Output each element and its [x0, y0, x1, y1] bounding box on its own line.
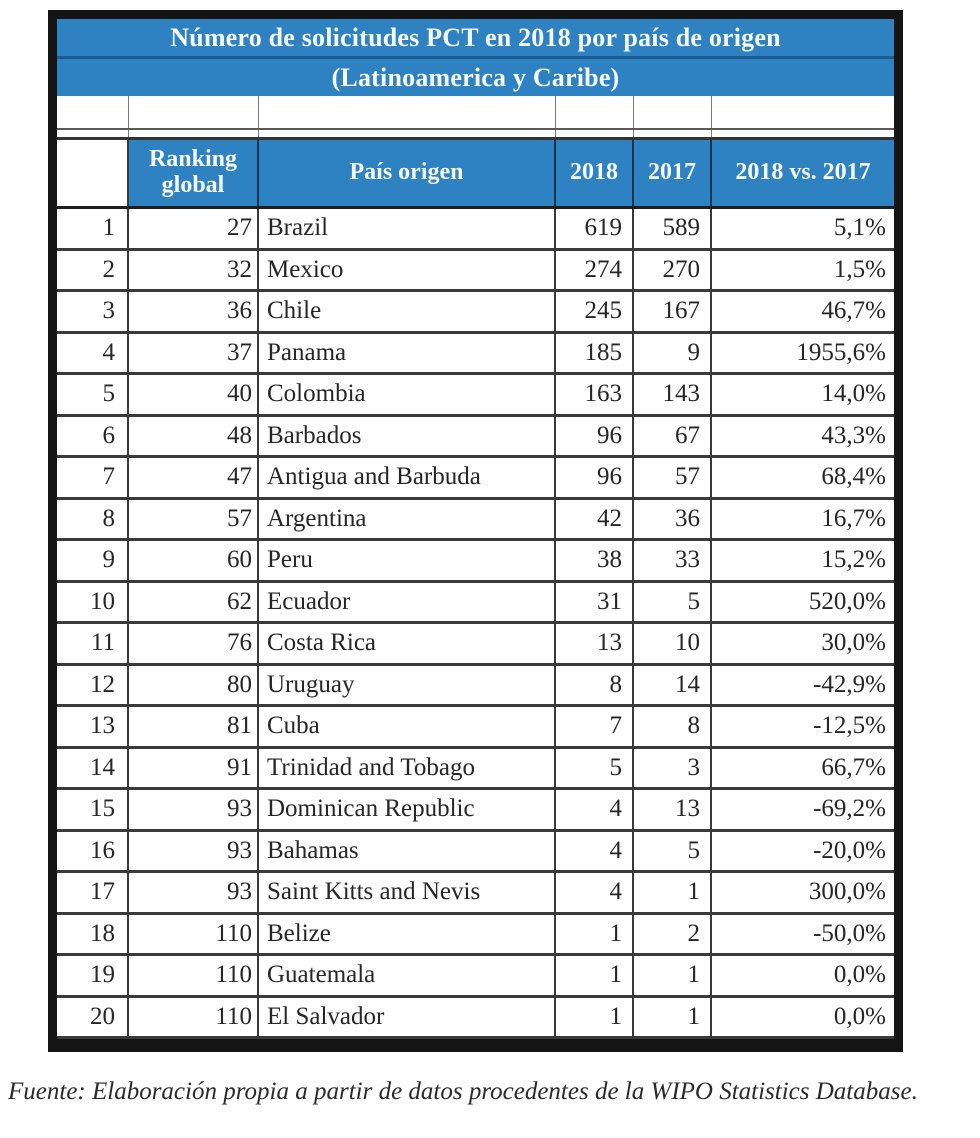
row-number-cell: 15 — [57, 790, 129, 829]
country-cell: Cuba — [259, 707, 556, 746]
value-2017-cell: 270 — [634, 251, 712, 290]
value-2018-cell: 274 — [556, 251, 634, 290]
row-number-cell: 20 — [57, 998, 129, 1037]
value-2017-cell: 13 — [634, 790, 712, 829]
country-cell: Colombia — [259, 375, 556, 414]
table-row — [57, 251, 894, 293]
value-2017-cell: 1 — [634, 998, 712, 1037]
value-2017-cell: 5 — [634, 832, 712, 871]
country-cell: Uruguay — [259, 666, 556, 705]
table-title-line2: (Latinoamerica y Caribe) — [331, 63, 620, 92]
blank-cell — [129, 96, 259, 128]
country-cell: Belize — [259, 915, 556, 954]
table-row — [57, 458, 894, 500]
pct-change-cell: -42,9% — [813, 670, 886, 698]
value-2017-cell: 57 — [634, 458, 712, 497]
pct-change-cell: 0,0% — [833, 961, 886, 988]
header-2018-vs-2017: 2018 vs. 2017 — [712, 140, 894, 206]
pct-change-cell: 15,2% — [821, 546, 886, 573]
table-row — [57, 873, 894, 915]
country-cell: Dominican Republic — [259, 790, 556, 829]
blank-cell — [712, 96, 894, 128]
table-row — [57, 417, 894, 459]
table-row — [57, 666, 894, 708]
header-2018: 2018 — [556, 140, 634, 206]
ranking-global-cell: 76 — [129, 624, 259, 663]
value-2018-cell: 31 — [556, 583, 634, 622]
blank-cell — [57, 96, 129, 128]
value-2018-cell: 4 — [556, 790, 634, 829]
value-2018-cell: 185 — [556, 334, 634, 373]
blank-cell — [129, 130, 259, 137]
country-cell: Argentina — [259, 500, 556, 539]
pct-change-cell: 300,0% — [808, 878, 886, 905]
blank-cell — [259, 96, 556, 128]
country-cell: Mexico — [259, 251, 556, 290]
pct-change-cell: -12,5% — [813, 712, 886, 739]
pct-applications-table — [48, 10, 903, 1052]
country-cell: Saint Kitts and Nevis — [259, 873, 556, 912]
ranking-global-cell: 93 — [129, 790, 259, 829]
value-2018-cell: 4 — [556, 832, 634, 871]
row-number-cell: 10 — [57, 583, 129, 622]
table-row — [57, 583, 894, 625]
value-2018-cell: 1 — [556, 998, 634, 1037]
ranking-global-cell: 37 — [129, 334, 259, 373]
pct-change-cell: 43,3% — [821, 421, 886, 449]
row-number-cell: 6 — [57, 417, 129, 456]
value-2018-cell: 13 — [556, 624, 634, 663]
value-2018-cell: 38 — [556, 541, 634, 580]
table-row — [57, 209, 894, 251]
value-2018-cell: 42 — [556, 500, 634, 539]
ranking-global-cell: 60 — [129, 541, 259, 580]
country-cell: Panama — [259, 334, 556, 373]
header-pais-origen: País origen — [259, 140, 556, 206]
row-number-cell: 5 — [57, 375, 129, 414]
value-2018-cell: 163 — [556, 375, 634, 414]
row-number-cell: 3 — [57, 292, 129, 331]
value-2018-cell: 1 — [556, 956, 634, 995]
value-2017-cell: 5 — [634, 583, 712, 622]
row-number-cell: 18 — [57, 915, 129, 954]
table-body — [57, 209, 894, 1039]
country-cell: Antigua and Barbuda — [259, 458, 556, 497]
table-row — [57, 500, 894, 542]
ranking-global-cell: 110 — [129, 915, 259, 954]
table-row — [57, 375, 894, 417]
country-cell: Costa Rica — [259, 624, 556, 663]
table-row — [57, 998, 894, 1040]
ranking-global-cell: 47 — [129, 458, 259, 497]
table-row — [57, 541, 894, 583]
country-cell: Brazil — [259, 209, 556, 248]
pct-change-cell: 30,0% — [821, 629, 886, 656]
blank-row — [57, 96, 894, 130]
value-2018-cell: 619 — [556, 209, 634, 248]
value-2018-cell: 245 — [556, 292, 634, 331]
ranking-global-cell: 93 — [129, 873, 259, 912]
country-cell: Peru — [259, 541, 556, 580]
value-2017-cell: 9 — [634, 334, 712, 373]
pct-change-cell: 0,0% — [833, 1002, 886, 1030]
row-number-cell: 12 — [57, 666, 129, 705]
ranking-global-cell: 32 — [129, 251, 259, 290]
country-cell: El Salvador — [259, 998, 556, 1037]
source-note: Fuente: Elaboración propia a partir de datos procedentes de la WIPO Statistics Database. — [8, 1078, 918, 1105]
pct-change-cell: 1955,6% — [796, 338, 886, 366]
header-corner-cell — [57, 140, 129, 206]
row-number-cell: 4 — [57, 334, 129, 373]
pct-change-cell: 14,0% — [821, 380, 886, 407]
row-number-cell: 13 — [57, 707, 129, 746]
table-row — [57, 292, 894, 334]
header-2017: 2017 — [634, 140, 712, 206]
pct-change-cell: -50,0% — [813, 919, 886, 947]
ranking-global-cell: 110 — [129, 998, 259, 1037]
value-2017-cell: 1 — [634, 956, 712, 995]
country-cell: Bahamas — [259, 832, 556, 871]
country-cell: Barbados — [259, 417, 556, 456]
row-number-cell: 1 — [57, 209, 129, 248]
value-2018-cell: 7 — [556, 707, 634, 746]
blank-cell — [57, 130, 129, 137]
value-2018-cell: 96 — [556, 458, 634, 497]
blank-cell — [259, 130, 556, 137]
pct-change-cell: 16,7% — [821, 504, 886, 532]
pct-change-cell: 520,0% — [808, 587, 886, 615]
pct-change-cell: 1,5% — [833, 255, 886, 283]
row-number-cell: 11 — [57, 624, 129, 663]
ranking-global-cell: 80 — [129, 666, 259, 705]
ranking-global-cell: 81 — [129, 707, 259, 746]
value-2017-cell: 14 — [634, 666, 712, 705]
ranking-global-cell: 48 — [129, 417, 259, 456]
value-2017-cell: 2 — [634, 915, 712, 954]
value-2017-cell: 1 — [634, 873, 712, 912]
table-row — [57, 707, 894, 749]
row-number-cell: 8 — [57, 500, 129, 539]
table-row — [57, 749, 894, 791]
ranking-global-cell: 110 — [129, 956, 259, 995]
table-row — [57, 956, 894, 998]
ranking-global-cell: 27 — [129, 209, 259, 248]
ranking-global-cell: 93 — [129, 832, 259, 871]
ranking-global-cell: 62 — [129, 583, 259, 622]
country-cell: Ecuador — [259, 583, 556, 622]
pct-change-cell: 66,7% — [821, 753, 886, 781]
blank-cell — [634, 130, 712, 137]
table-title-banner — [57, 19, 894, 96]
value-2017-cell: 36 — [634, 500, 712, 539]
country-cell: Guatemala — [259, 956, 556, 995]
value-2017-cell: 8 — [634, 707, 712, 746]
blank-row-thin — [57, 130, 894, 140]
row-number-cell: 19 — [57, 956, 129, 995]
table-row — [57, 832, 894, 874]
blank-cell — [556, 130, 634, 137]
value-2017-cell: 143 — [634, 375, 712, 414]
value-2017-cell: 589 — [634, 209, 712, 248]
value-2018-cell: 96 — [556, 417, 634, 456]
blank-cell — [634, 96, 712, 128]
ranking-global-cell: 57 — [129, 500, 259, 539]
row-number-cell: 17 — [57, 873, 129, 912]
blank-cell — [712, 130, 894, 137]
ranking-global-cell: 36 — [129, 292, 259, 331]
ranking-global-cell: 91 — [129, 749, 259, 788]
ranking-global-cell: 40 — [129, 375, 259, 414]
row-number-cell: 9 — [57, 541, 129, 580]
table-row — [57, 624, 894, 666]
value-2018-cell: 8 — [556, 666, 634, 705]
pct-change-cell: 5,1% — [833, 214, 886, 241]
value-2017-cell: 10 — [634, 624, 712, 663]
blank-cell — [556, 96, 634, 128]
value-2017-cell: 33 — [634, 541, 712, 580]
table-row — [57, 790, 894, 832]
country-cell: Chile — [259, 292, 556, 331]
row-number-cell: 14 — [57, 749, 129, 788]
value-2017-cell: 3 — [634, 749, 712, 788]
pct-change-cell: -69,2% — [813, 795, 886, 822]
country-cell: Trinidad and Tobago — [259, 749, 556, 788]
pct-change-cell: 68,4% — [821, 463, 886, 490]
value-2018-cell: 4 — [556, 873, 634, 912]
pct-change-cell: -20,0% — [813, 836, 886, 864]
row-number-cell: 16 — [57, 832, 129, 871]
header-ranking-global: Ranking global — [129, 140, 259, 206]
table-row — [57, 915, 894, 957]
table-header-row — [57, 140, 894, 209]
value-2017-cell: 167 — [634, 292, 712, 331]
value-2017-cell: 67 — [634, 417, 712, 456]
value-2018-cell: 1 — [556, 915, 634, 954]
row-number-cell: 7 — [57, 458, 129, 497]
row-number-cell: 2 — [57, 251, 129, 290]
table-title-line1: Número de solicitudes PCT en 2018 por país de origen — [57, 19, 894, 59]
table-row — [57, 334, 894, 376]
pct-change-cell: 46,7% — [821, 297, 886, 324]
value-2018-cell: 5 — [556, 749, 634, 788]
